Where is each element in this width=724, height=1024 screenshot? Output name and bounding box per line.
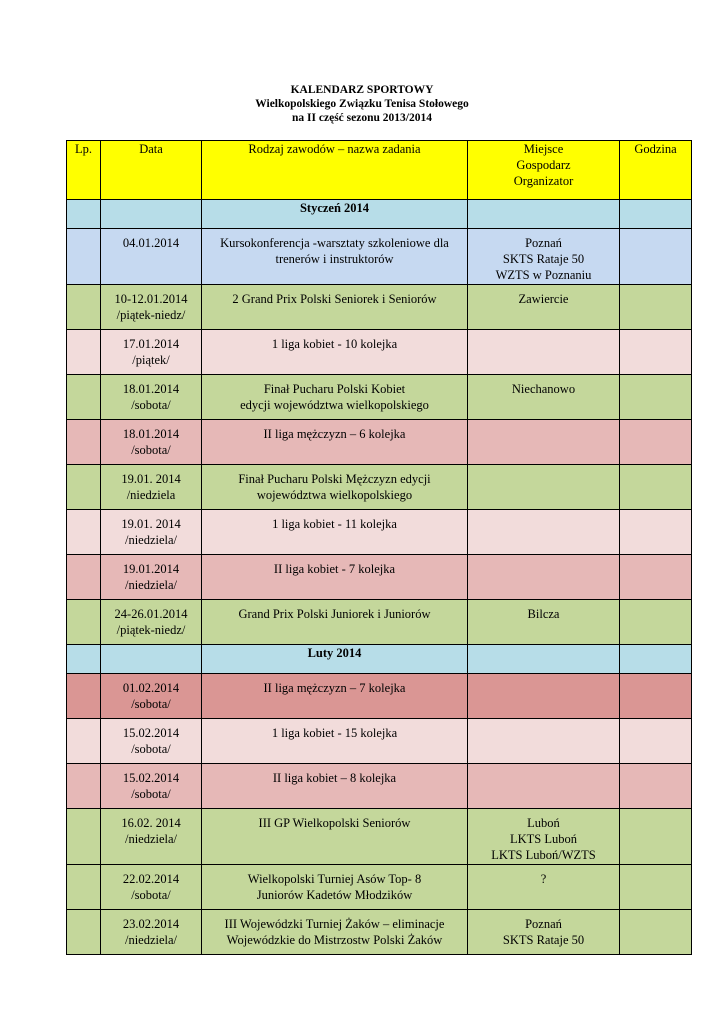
event-cell	[202, 674, 468, 719]
title-line-2: Wielkopolskiego Związku Tenisa Stołowego	[255, 98, 469, 110]
date-line: 18.01.2014	[122, 382, 180, 396]
header-data: Data	[101, 141, 202, 200]
date-line: /niedziela	[126, 488, 176, 502]
date-line: 15.02.2014	[122, 771, 180, 785]
place-line: WZTS w Poznaniu	[495, 268, 592, 282]
date-line: 17.01.2014	[122, 337, 180, 351]
header-rodzaj: Rodzaj zawodów – nazwa zadania	[202, 141, 468, 200]
header-row	[67, 141, 692, 200]
lp-cell	[67, 764, 101, 809]
date-cell	[101, 910, 202, 955]
event-cell	[202, 764, 468, 809]
header-miejsce-line-3: Organizator	[513, 174, 574, 188]
header-miejsce-line-2: Gospodarz	[516, 158, 571, 172]
header-godzina: Godzina	[620, 141, 692, 200]
date-line: /niedziela/	[124, 933, 178, 947]
date-line: /sobota/	[131, 787, 171, 801]
date-line: 01.02.2014	[122, 681, 180, 695]
event-cell	[202, 375, 468, 420]
event-line: trenerów i instruktorów	[275, 252, 394, 266]
date-line: 19.01.2014	[122, 562, 180, 576]
date-line: /piątek/	[132, 353, 170, 367]
event-line: II liga mężczyzn – 6 kolejka	[263, 427, 406, 441]
place-line: SKTS Rataje 50	[502, 933, 585, 947]
event-line: Kursokonferencja -warsztaty szkoleniowe dla	[220, 236, 449, 250]
lp-cell	[67, 600, 101, 645]
table-row	[67, 465, 692, 510]
event-line: II liga kobiet - 7 kolejka	[273, 562, 396, 576]
date-line: 19.01. 2014	[121, 517, 181, 531]
date-line: 22.02.2014	[122, 872, 180, 886]
title-line-1: KALENDARZ SPORTOWY	[290, 84, 434, 96]
document-title	[0, 83, 724, 125]
date-cell	[101, 465, 202, 510]
place-cell	[468, 865, 620, 910]
event-line: Wojewódzkie do Mistrzostw Polski Żaków	[226, 933, 443, 947]
place-cell	[468, 285, 620, 330]
time-cell	[620, 809, 692, 865]
event-cell	[202, 809, 468, 865]
place-cell	[468, 764, 620, 809]
event-cell	[202, 420, 468, 465]
date-line: 18.01.2014	[122, 427, 180, 441]
month-label: Luty 2014	[202, 645, 468, 674]
place-cell	[468, 555, 620, 600]
table-row	[67, 420, 692, 465]
time-cell	[620, 285, 692, 330]
time-cell	[620, 910, 692, 955]
lp-cell	[67, 465, 101, 510]
date-line: 15.02.2014	[122, 726, 180, 740]
place-cell	[468, 719, 620, 764]
event-cell	[202, 510, 468, 555]
event-cell	[202, 555, 468, 600]
event-line: III Wojewódzki Turniej Żaków – eliminacje	[224, 917, 445, 931]
lp-cell	[67, 330, 101, 375]
date-line: 24-26.01.2014	[114, 607, 188, 621]
date-cell	[101, 809, 202, 865]
event-line: województwa wielkopolskiego	[256, 488, 413, 502]
event-line: Finał Pucharu Polski Kobiet	[263, 382, 406, 396]
time-cell	[620, 375, 692, 420]
place-cell	[468, 674, 620, 719]
time-cell	[620, 510, 692, 555]
lp-cell	[67, 674, 101, 719]
table-row	[67, 865, 692, 910]
event-line: II liga mężczyzn – 7 kolejka	[263, 681, 406, 695]
place-line: SKTS Rataje 50	[502, 252, 585, 266]
date-cell	[101, 719, 202, 764]
date-line: /sobota/	[131, 398, 171, 412]
title-line-3: na II część sezonu 2013/2014	[292, 112, 432, 124]
place-line: LKTS Luboń/WZTS	[491, 848, 596, 862]
event-cell	[202, 285, 468, 330]
table-row	[67, 674, 692, 719]
event-line: 2 Grand Prix Polski Seniorek i Seniorów	[232, 292, 437, 306]
date-cell	[101, 865, 202, 910]
event-cell	[202, 910, 468, 955]
date-line: 10-12.01.2014	[114, 292, 188, 306]
date-cell	[101, 555, 202, 600]
time-cell	[620, 600, 692, 645]
date-cell	[101, 229, 202, 285]
header-miejsce-line-1: Miejsce	[523, 142, 564, 156]
event-cell	[202, 600, 468, 645]
lp-cell	[67, 555, 101, 600]
header-lp: Lp.	[67, 141, 101, 200]
table-row	[67, 719, 692, 764]
date-cell	[101, 285, 202, 330]
month-row-luty	[67, 645, 692, 674]
event-cell	[202, 229, 468, 285]
date-cell	[101, 764, 202, 809]
lp-cell	[67, 910, 101, 955]
month-row-styczen	[67, 200, 692, 229]
lp-cell	[67, 285, 101, 330]
date-line: /piątek-niedz/	[116, 623, 186, 637]
event-cell	[202, 719, 468, 764]
table-row	[67, 375, 692, 420]
table-row	[67, 330, 692, 375]
date-cell	[101, 375, 202, 420]
place-line: ?	[540, 872, 547, 886]
calendar-table	[66, 140, 692, 955]
date-cell	[101, 600, 202, 645]
place-cell	[468, 330, 620, 375]
place-cell	[468, 375, 620, 420]
date-cell	[101, 330, 202, 375]
event-line: 1 liga kobiet - 15 kolejka	[271, 726, 398, 740]
place-line: LKTS Luboń	[509, 832, 577, 846]
time-cell	[620, 865, 692, 910]
table-row	[67, 285, 692, 330]
lp-cell	[67, 229, 101, 285]
event-line: edycji województwa wielkopolskiego	[240, 398, 429, 412]
date-line: 04.01.2014	[122, 236, 180, 250]
event-cell	[202, 865, 468, 910]
lp-cell	[67, 865, 101, 910]
date-line: /niedziela/	[124, 533, 178, 547]
table-row	[67, 600, 692, 645]
place-line: Poznań	[525, 236, 562, 250]
date-cell	[101, 510, 202, 555]
date-line: 23.02.2014	[122, 917, 180, 931]
place-cell	[468, 229, 620, 285]
date-line: /sobota/	[131, 742, 171, 756]
table-row	[67, 764, 692, 809]
event-line: 1 liga kobiet - 11 kolejka	[272, 517, 397, 531]
table-row	[67, 510, 692, 555]
time-cell	[620, 465, 692, 510]
table-row	[67, 809, 692, 865]
time-cell	[620, 719, 692, 764]
event-line: Wielkopolski Turniej Asów Top- 8	[247, 872, 422, 886]
time-cell	[620, 229, 692, 285]
event-line: 1 liga kobiet - 10 kolejka	[271, 337, 398, 351]
event-line: Finał Pucharu Polski Mężczyzn edycji	[238, 472, 431, 486]
date-line: 16.02. 2014	[121, 816, 181, 830]
date-line: /piątek-niedz/	[116, 308, 186, 322]
place-line: Luboń	[527, 816, 560, 830]
event-line: Grand Prix Polski Juniorek i Juniorów	[238, 607, 431, 621]
place-cell	[468, 910, 620, 955]
event-line: III GP Wielkopolski Seniorów	[258, 816, 411, 830]
header-miejsce	[468, 141, 620, 200]
date-line: /sobota/	[131, 888, 171, 902]
event-line: II liga kobiet – 8 kolejka	[272, 771, 397, 785]
event-cell	[202, 465, 468, 510]
date-cell	[101, 674, 202, 719]
place-cell	[468, 465, 620, 510]
date-line: /niedziela/	[124, 832, 178, 846]
place-cell	[468, 420, 620, 465]
table-row	[67, 555, 692, 600]
lp-cell	[67, 510, 101, 555]
table-row	[67, 229, 692, 285]
event-cell	[202, 330, 468, 375]
lp-cell	[67, 809, 101, 865]
month-label: Styczeń 2014	[202, 200, 468, 229]
event-line: Juniorów Kadetów Młodzików	[256, 888, 413, 902]
date-cell	[101, 420, 202, 465]
time-cell	[620, 674, 692, 719]
place-line: Poznań	[525, 917, 562, 931]
lp-cell	[67, 719, 101, 764]
date-line: 19.01. 2014	[121, 472, 181, 486]
place-line: Niechanowo	[511, 382, 576, 396]
time-cell	[620, 764, 692, 809]
date-line: /niedziela/	[124, 578, 178, 592]
place-cell	[468, 809, 620, 865]
lp-cell	[67, 375, 101, 420]
place-line: Bilcza	[527, 607, 560, 621]
place-cell	[468, 600, 620, 645]
time-cell	[620, 330, 692, 375]
date-line: /sobota/	[131, 443, 171, 457]
time-cell	[620, 555, 692, 600]
table-row	[67, 910, 692, 955]
place-line: Zawiercie	[518, 292, 569, 306]
lp-cell	[67, 420, 101, 465]
place-cell	[468, 510, 620, 555]
time-cell	[620, 420, 692, 465]
date-line: /sobota/	[131, 697, 171, 711]
